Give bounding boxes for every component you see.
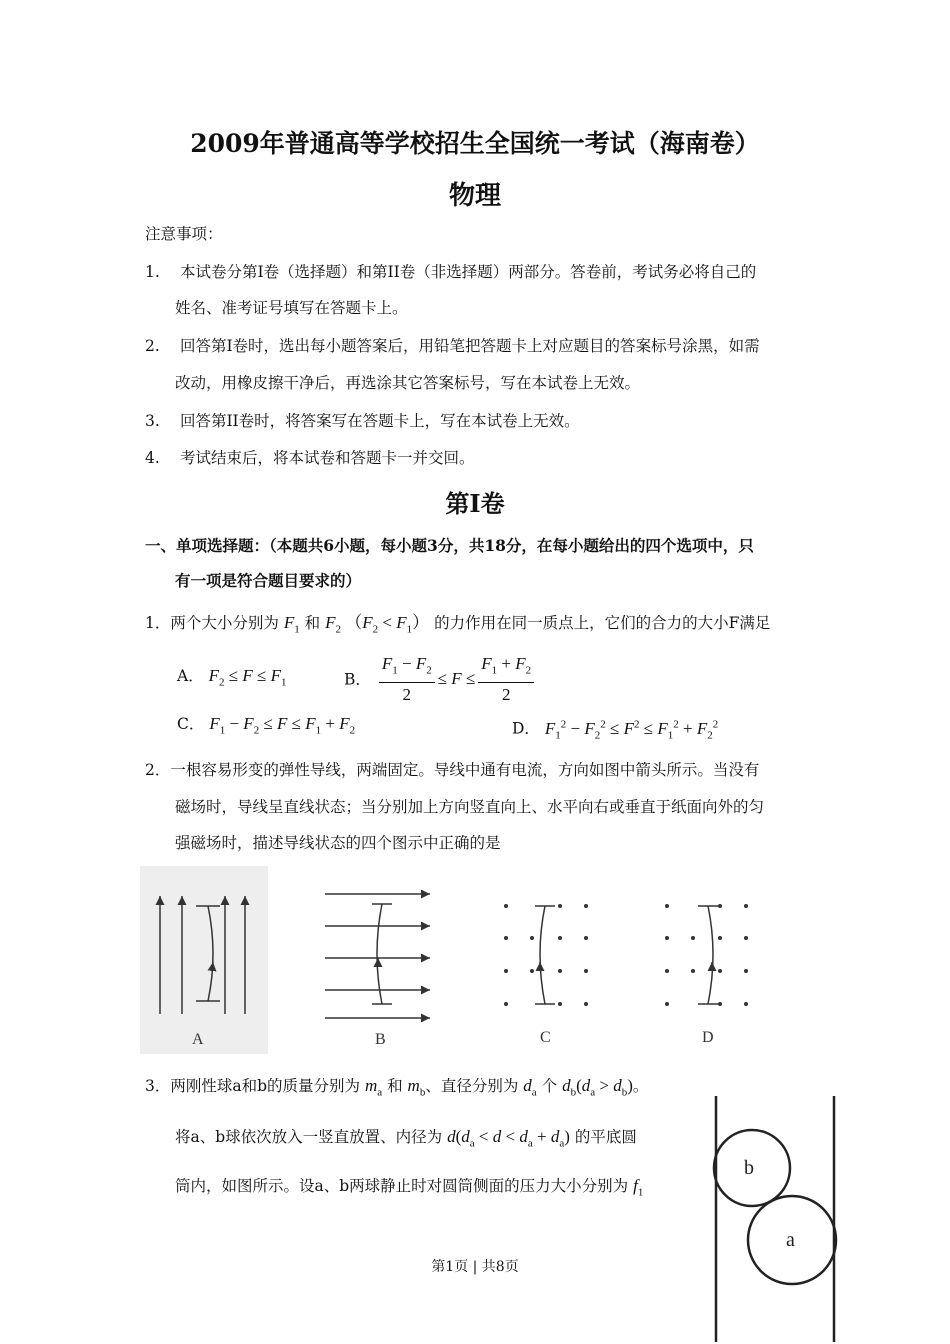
panel-d: [665, 904, 748, 1006]
question-text: 的平底圆: [574, 1128, 637, 1146]
note-item-2-cont: 改动，用橡皮擦干净后，再选涂其它答案标号，写在本试卷上无效。: [175, 374, 641, 392]
note-item-1: [145, 262, 756, 282]
question-text: 筒内，如图所示。设a、b两球静止时对圆筒侧面的压力大小分别为: [175, 1177, 629, 1195]
question-3-cont-1: 将a、b球依次放入一竖直放置、内径为 $d(d_a < d < d_a + d_a)$ 的平底圆: [175, 1127, 637, 1150]
question-text: 将a、b球依次放入一竖直放置、内径为: [175, 1128, 443, 1146]
math-f2: $F_2$ $(F_2 < F_1)$: [325, 613, 430, 636]
question-text: 一根容易形变的弹性导线，两端固定。导线中通有电流，方向如图中箭头所示。当没有: [170, 761, 760, 779]
note-item-3: [145, 411, 580, 431]
note-item-2: [145, 336, 760, 356]
question-2-cont-2: 强磁场时，描述导线状态的四个图示中正确的是: [175, 834, 501, 852]
question-text: 和: [304, 614, 321, 632]
note-text: 回答第II卷时，将答案写在答题卡上，写在本试卷上无效。: [179, 412, 580, 430]
choice-label: B．: [344, 670, 371, 689]
note-text: 考试结束后，将本试卷和答题卡一并交回。: [179, 449, 475, 467]
choice-label: D．: [512, 719, 540, 738]
choice-d: D． $F_1^2 - F_2^2 \le F^2 \le F_1^2 + F_2^2$: [512, 718, 719, 742]
exam-title: 2009年普通高等学校招生全国统一考试（海南卷）: [190, 129, 760, 158]
ball-label-a: a: [786, 1229, 795, 1251]
question-2-cont-1: 磁场时，导线呈直线状态；当分别加上方向竖直向上、水平向右或垂直于纸面向外的匀: [175, 798, 765, 816]
note-number: 3.: [145, 412, 160, 430]
figure-label-b: B: [375, 1031, 386, 1048]
choice-a: A． $F_2 \le F \le F_1$: [177, 666, 287, 689]
choice-b: B． $\frac{F_1 - F_2}{2}$ ≤ F ≤ $\frac{F_1 + F_2}{2}$: [344, 654, 537, 705]
question-number: 1．: [145, 614, 171, 632]
figure-a-background: [140, 866, 268, 1054]
note-text: 回答第I卷时，选出每小题答案后，用铅笔把答题卡上对应题目的答案标号涂黑，如需: [179, 337, 760, 355]
question-text: 两刚性球a和b的质量分别为: [170, 1077, 361, 1095]
question-text: 、直径分别为: [425, 1077, 519, 1095]
note-number: 2.: [145, 337, 160, 355]
question-number: 2．: [145, 761, 171, 779]
question-text: 和: [387, 1077, 403, 1095]
note-number: 4.: [145, 449, 160, 467]
figure-label-d: D: [702, 1029, 714, 1046]
notes-heading: 注意事项：: [145, 225, 223, 243]
figure-label-a: A: [192, 1031, 204, 1048]
choice-label: C．: [177, 715, 205, 733]
note-number: 1.: [145, 263, 160, 281]
section-heading-cont: 有一项是符合题目要求的）: [175, 571, 362, 590]
ball-label-b: b: [744, 1157, 754, 1179]
subject-title: 物理: [448, 181, 501, 211]
note-item-1-cont: 姓名、准考证号填写在答题卡上。: [175, 299, 408, 317]
panel-c: [504, 904, 588, 1006]
cylinder-figure: [706, 1090, 846, 1344]
note-item-4: [145, 448, 474, 468]
note-text: 本试卷分第I卷（选择题）和第II卷（非选择题）两部分。答卷前，考试务必将自己的: [179, 263, 757, 281]
math-f1: $F_1$: [283, 613, 300, 636]
question-1: [145, 613, 770, 639]
question-3: 3．两刚性球a和b的质量分别为 $m_a$ 和 $m_b$、直径分别为 $d_a$ 个 $d_b(d_a > d_b)$。: [145, 1076, 649, 1099]
panel-b: [325, 894, 430, 1018]
question-2: [145, 760, 759, 780]
question-text: 两个大小分别为: [170, 614, 279, 632]
question-3-cont-2: 筒内，如图所示。设a、b两球静止时对圆筒侧面的压力大小分别为 $f_1$: [175, 1176, 644, 1199]
choice-label: A．: [177, 667, 204, 685]
figure-label-c: C: [540, 1029, 551, 1046]
section-heading: 一、单项选择题：（本题共6小题，每小题3分，共18分，在每小题给出的四个选项中，只: [145, 536, 754, 555]
question-text: 的力作用在同一质点上，它们的合力的大小F满足: [434, 614, 771, 632]
page-footer: 第1页 | 共8页: [431, 1259, 519, 1275]
part-title: 第I卷: [445, 489, 505, 518]
magnetic-field-figure: [140, 866, 780, 1056]
question-number: 3．: [145, 1077, 171, 1095]
question-text: 个: [541, 1077, 558, 1095]
choice-c: C． $F_1 - F_2 \le F \le F_1 + F_2$: [177, 714, 356, 737]
